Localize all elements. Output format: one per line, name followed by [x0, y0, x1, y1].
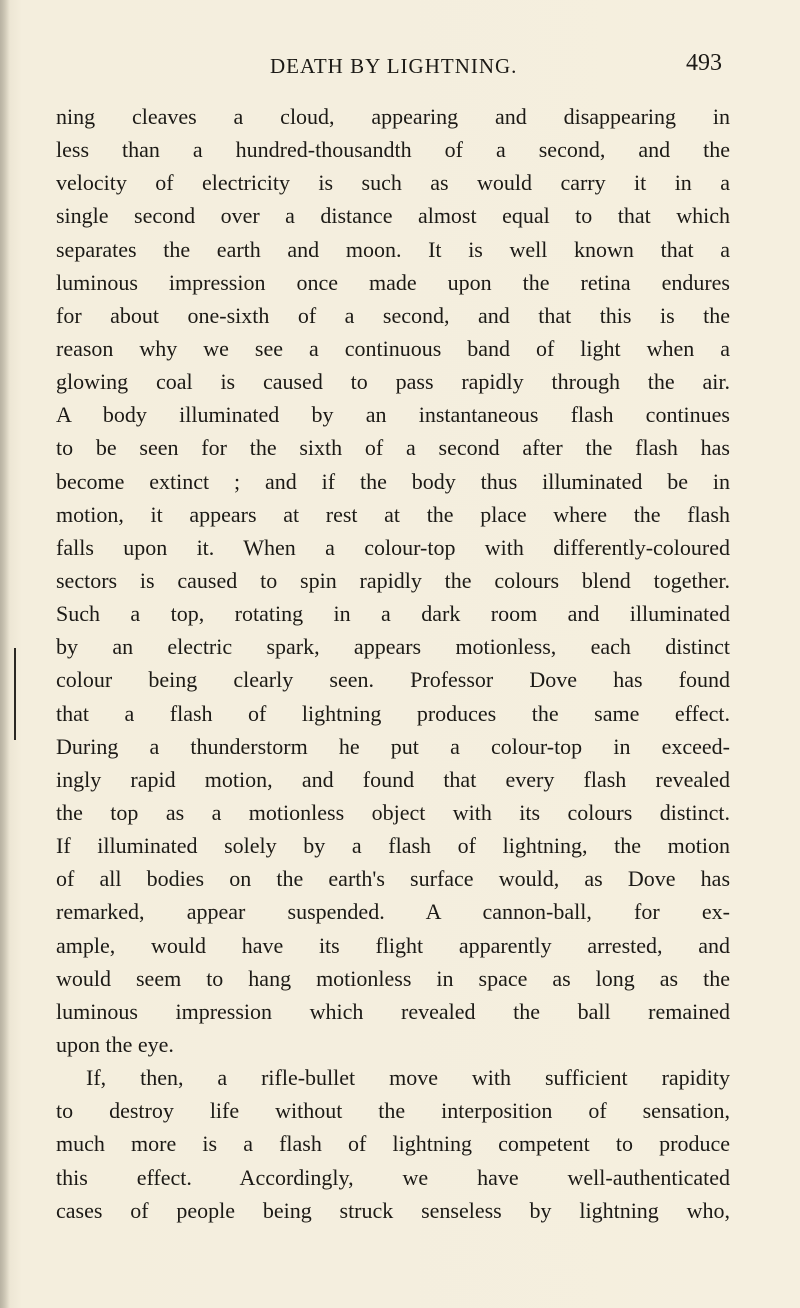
- text-line: If illuminated solely by a flash of lightning, the motion: [56, 833, 730, 859]
- paragraph-end-line: upon the eye.: [56, 1031, 174, 1057]
- text-line: ample, would have its flight apparently arrested, and: [56, 932, 730, 958]
- running-title: DEATH BY LIGHTNING.: [270, 54, 518, 78]
- text-line: Such a top, rotating in a dark room and illuminated: [56, 601, 730, 627]
- text-line: cases of people being struck senseless by lightning who,: [56, 1197, 730, 1223]
- text-line: much more is a flash of lightning competent to produce: [56, 1131, 730, 1157]
- text-line: this effect. Accordingly, we have well-authenticated: [56, 1164, 730, 1190]
- text-line: reason why we see a continuous band of light when a: [56, 335, 730, 361]
- text-line: ingly rapid motion, and found that every flash revealed: [56, 766, 730, 792]
- text-line: glowing coal is caused to pass rapidly through the air.: [56, 369, 730, 395]
- text-line: falls upon it. When a colour-top with differently-coloured: [56, 534, 730, 560]
- text-line: luminous impression once made upon the retina endures: [56, 269, 730, 295]
- paragraph-start-line: If, then, a rifle-bullet move with sufficient rapidity: [86, 1065, 730, 1091]
- text-line: sectors is caused to spin rapidly the colours blend together.: [56, 567, 730, 593]
- text-line: ning cleaves a cloud, appearing and disappearing in: [56, 104, 730, 129]
- text-line: separates the earth and moon. It is well known that a: [56, 236, 730, 262]
- text-line: would seem to hang motionless in space as long as the: [56, 965, 730, 991]
- text-line: by an electric spark, appears motionless, each distinct: [56, 634, 730, 660]
- text-line: of all bodies on the earth's surface would, as Dove has: [56, 866, 730, 892]
- running-head: [0, 50, 800, 90]
- text-line: that a flash of lightning produces the same effect.: [56, 700, 730, 726]
- text-line: to be seen for the sixth of a second after the flash has: [56, 435, 730, 461]
- page-gutter-shadow: [0, 0, 10, 1308]
- text-line: for about one-sixth of a second, and that this is the: [56, 302, 730, 328]
- margin-mark: [14, 648, 16, 740]
- text-line: single second over a distance almost equal to that which: [56, 203, 730, 229]
- text-line: less than a hundred-thousandth of a second, and the: [56, 137, 730, 163]
- text-line: the top as a motionless object with its colours distinct.: [56, 799, 730, 825]
- text-line: velocity of electricity is such as would carry it in a: [56, 170, 730, 196]
- text-line: A body illuminated by an instantaneous flash continues: [56, 402, 730, 428]
- text-line: become extinct ; and if the body thus illuminated be in: [56, 468, 730, 494]
- text-line: remarked, appear suspended. A cannon-ball, for ex-: [56, 899, 730, 925]
- text-line: motion, it appears at rest at the place where the flash: [56, 501, 730, 527]
- text-line: During a thunderstorm he put a colour-top in exceed-: [56, 733, 730, 759]
- text-line: colour being clearly seen. Professor Dove has found: [56, 667, 730, 693]
- page-number: 493: [686, 50, 722, 76]
- body-text: [56, 100, 730, 1227]
- text-line: to destroy life without the interposition of sensation,: [56, 1098, 730, 1124]
- text-line: luminous impression which revealed the ball remained: [56, 998, 730, 1024]
